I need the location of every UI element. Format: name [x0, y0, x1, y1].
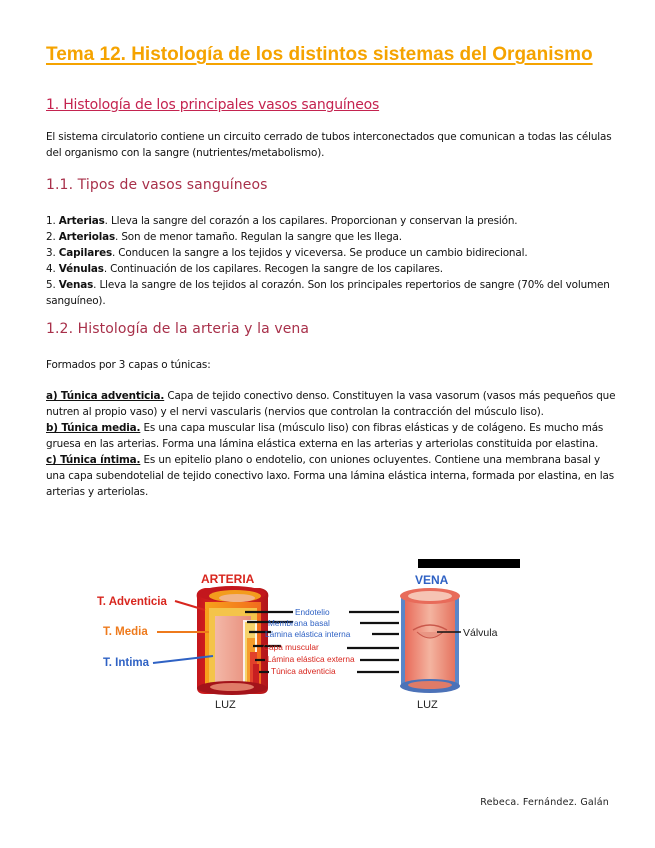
tunic-item: [46, 452, 616, 500]
tunic-text: Es un epitelio plano o endotelio, con uniones ocluyentes. Contiene una membrana basal y una capa subendotelial de tejido conectivo laxo. Forma una lámina elástica interna, formada por elastina, en las arterias y arteriolas.: [46, 454, 615, 498]
membrana-basal-label: Membrana basal: [268, 618, 330, 628]
item-text: . Continuación de los capilares. Recogen la sangre de los capilares.: [103, 263, 443, 275]
item-number: 4.: [46, 263, 56, 275]
item-term: Capilares: [58, 247, 112, 259]
vein-illustration: [400, 588, 461, 693]
endotelio-label: Endotelio: [295, 607, 330, 617]
item-text: . Lleva la sangre de los tejidos al corazón. Son los principales repertorios de sangre (70% del volumen sanguíneo).: [46, 279, 610, 307]
tunic-item: [46, 388, 616, 420]
author-footer: Rebeca. Fernández. Galán: [480, 797, 609, 808]
list-item: [46, 277, 616, 309]
item-text: . Conducen la sangre a los tejidos y viceversa. Se produce un cambio bidirecional.: [112, 247, 528, 259]
item-text: . Son de menor tamaño. Regulan la sangre que les llega.: [115, 231, 402, 243]
list-item: [46, 229, 616, 245]
tunic-label: b) Túnica media.: [46, 422, 141, 434]
document-title: Tema 12. Histología de los distintos sistemas del Organismo: [46, 44, 593, 65]
luz-vein-label: LUZ: [417, 699, 438, 711]
list-item: [46, 261, 616, 277]
artery-illustration: [197, 586, 269, 695]
item-text: . Lleva la sangre del corazón a los capilares. Proporcionan y conservan la presión.: [104, 215, 518, 227]
tunics-intro: Formados por 3 capas o túnicas:: [46, 359, 211, 371]
section-1-heading: 1. Histología de los principales vasos sanguíneos: [46, 97, 380, 113]
item-term: Venas: [58, 279, 94, 291]
list-item: [46, 245, 616, 261]
item-number: 2.: [46, 231, 56, 243]
item-term: Arterias: [58, 215, 105, 227]
tunics-list: [46, 388, 616, 500]
luz-artery-label: LUZ: [215, 699, 236, 711]
lamina-externa-label: Lámina elástica externa: [267, 654, 355, 664]
section-1-1-heading: 1.1. Tipos de vasos sanguíneos: [46, 177, 268, 193]
tunic-item: [46, 420, 616, 452]
vena-label: VENA: [415, 573, 449, 587]
item-term: Vénulas: [58, 263, 104, 275]
item-number: 5.: [46, 279, 56, 291]
section-1-intro: El sistema circulatorio contiene un circuito cerrado de tubos interconectados que comunican a todas las células del organismo con la sangre (nutrientes/metabolismo).: [46, 131, 612, 159]
lamina-interna-label: Lámina elástica interna: [265, 629, 351, 639]
tunica-adventicia-label: Túnica adventicia: [271, 666, 336, 676]
valvula-label: Válvula: [463, 627, 498, 639]
tunic-text: Capa de tejido conectivo denso. Constituyen la vasa vasorum (vasos más pequeños que nutren al propio vaso) y el nervi vascularis (nervios que controlan la contracción del músculo liso).: [46, 390, 616, 418]
t-intima-label: T. Intima: [103, 657, 150, 669]
capa-muscular-label: Capa muscular: [263, 642, 319, 652]
t-adventicia-label: T. Adventicia: [97, 596, 167, 608]
item-number: 3.: [46, 247, 56, 259]
arteria-label: ARTERIA: [201, 572, 255, 586]
tunic-label: a) Túnica adventicia.: [46, 390, 165, 402]
tunic-text: Es una capa muscular lisa (músculo liso) con fibras elásticas y de colágeno. Es mucho más gruesa en las arterias. Forma una lámina elástica externa en las arterias y arteriolas constituida por elastina.: [46, 422, 604, 450]
section-1-2-heading: 1.2. Histología de la arteria y la vena: [46, 321, 310, 337]
item-term: Arteriolas: [58, 231, 116, 243]
item-number: 1.: [46, 215, 56, 227]
artery-vein-diagram: [95, 560, 535, 720]
t-media-label: T. Media: [103, 626, 148, 638]
list-item: [46, 213, 616, 229]
vessel-types-list: [46, 213, 616, 309]
tunic-label: c) Túnica íntima.: [46, 454, 141, 466]
